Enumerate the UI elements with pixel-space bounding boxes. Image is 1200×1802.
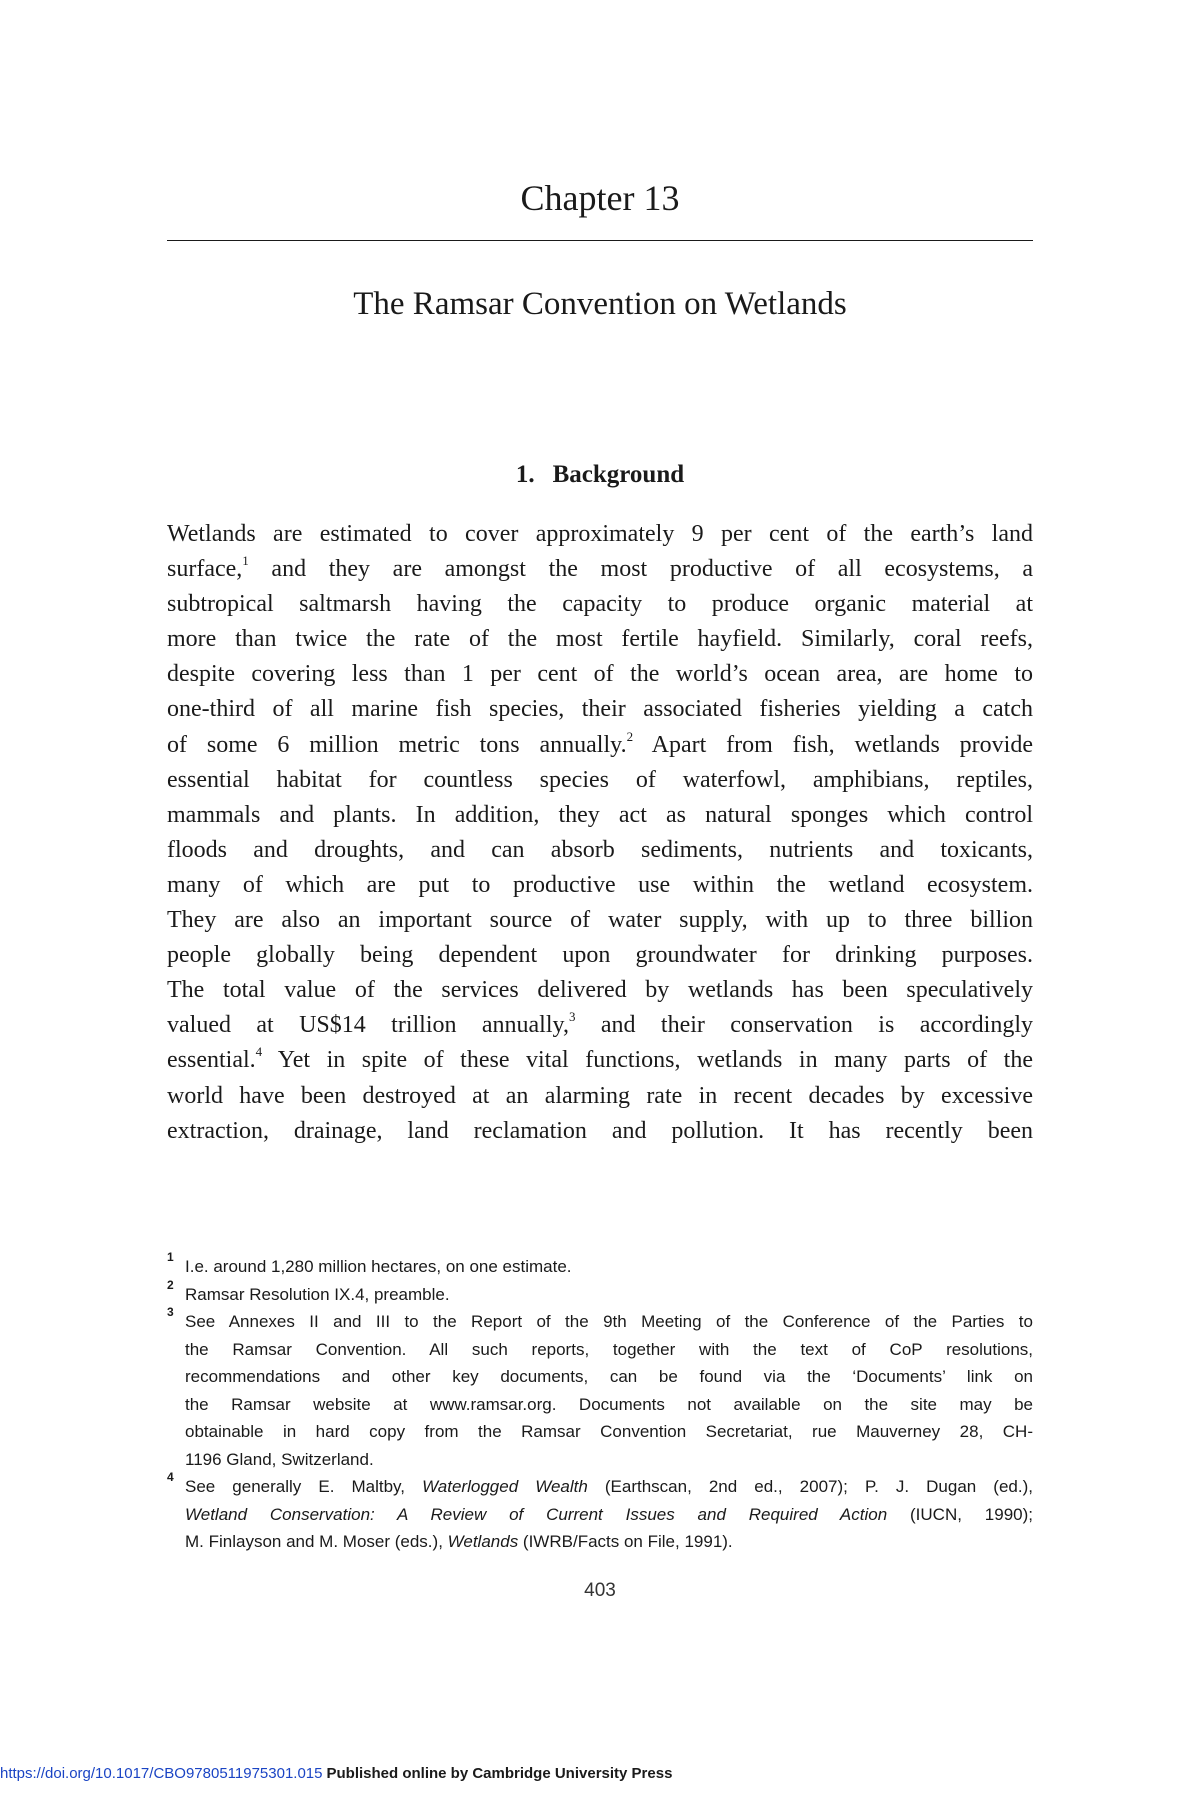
footnote-line: recommendations and other key documents, can be found via the ‘Documents’ link on bbox=[185, 1367, 1033, 1386]
footnote-marker: 4 bbox=[167, 1470, 174, 1484]
footnote-line: Wetland Conservation: A Review of Current Issues and Required Action (IUCN, 1990); bbox=[185, 1504, 1033, 1524]
footnote-line: 1196 Gland, Switzerland. bbox=[185, 1449, 374, 1469]
body-line: The total value of the services delivered by wetlands has been speculatively bbox=[167, 977, 1033, 1004]
body-line: world have been destroyed at an alarming rate in recent decades by excessive bbox=[167, 1082, 1033, 1109]
body-line: Wetlands are estimated to cover approximately 9 per cent of the earth’s land bbox=[167, 521, 1033, 547]
footnote-marker: 3 bbox=[167, 1305, 174, 1319]
body-line: many of which are put to productive use within the wetland ecosystem. bbox=[167, 871, 1033, 898]
body-line: of some 6 million metric tons annually.$^2$ Apart from fish, wetlands provide bbox=[167, 728, 1033, 758]
footnote-reference[interactable]: 2 bbox=[626, 728, 634, 744]
chapter-title: The Ramsar Convention on Wetlands bbox=[353, 286, 847, 322]
body-line: surface,$^1$ and they are amongst the most productive of all ecosystems, a bbox=[167, 553, 1033, 583]
body-line: one-third of all marine fish species, their associated fisheries yielding a catch bbox=[167, 696, 1033, 723]
footnote-reference[interactable]: 1 bbox=[242, 553, 249, 569]
page-number: 403 bbox=[584, 1580, 616, 1601]
footnote-line: See generally E. Maltby, Waterlogged Wealth (Earthscan, 2nd ed., 2007); P. J. Dugan (ed.), bbox=[185, 1477, 1033, 1496]
footnote-line: Ramsar Resolution IX.4, preamble. bbox=[185, 1284, 450, 1304]
body-line: extraction, drainage, land reclamation and pollution. It has recently been bbox=[167, 1117, 1033, 1144]
body-line: They are also an important source of water supply, with up to three billion bbox=[167, 907, 1033, 934]
footnotes bbox=[167, 1250, 1033, 1556]
body-line: essential.$^4$ Yet in spite of these vital functions, wetlands in many parts of the bbox=[167, 1044, 1033, 1074]
footnote-item bbox=[167, 1305, 1033, 1473]
doi-link[interactable]: https://doi.org/10.1017/CBO9780511975301.015 bbox=[0, 1765, 323, 1782]
body-line: valued at US$14 trillion annually,$^3$ and their conservation is accordingly bbox=[167, 1009, 1033, 1039]
section-title: Background bbox=[552, 461, 685, 488]
footnote-marker: 2 bbox=[167, 1277, 174, 1292]
body-line: essential habitat for countless species of waterfowl, amphibians, reptiles, bbox=[167, 766, 1033, 793]
body-line: subtropical saltmarsh having the capacity to produce organic material at bbox=[167, 591, 1033, 618]
body-line: more than twice the rate of the most fertile hayfield. Similarly, coral reefs, bbox=[167, 626, 1033, 653]
body-line: mammals and plants. In addition, they act as natural sponges which control bbox=[167, 801, 1033, 828]
page-footer bbox=[0, 1765, 672, 1782]
footnote-line: See Annexes II and III to the Report of the 9th Meeting of the Conference of the Parties to bbox=[185, 1312, 1033, 1331]
body-line: floods and droughts, and can absorb sediments, nutrients and toxicants, bbox=[167, 836, 1033, 863]
footnote-reference[interactable]: 3 bbox=[568, 1009, 576, 1025]
section-number: 1. bbox=[515, 461, 535, 488]
footnote-marker: 1 bbox=[167, 1250, 174, 1264]
footnote-reference[interactable]: 4 bbox=[255, 1044, 263, 1060]
footnote-line: M. Finlayson and M. Moser (eds.), Wetlands (IWRB/Facts on File, 1991). bbox=[185, 1532, 733, 1551]
footnote-line: I.e. around 1,280 million hectares, on one estimate. bbox=[185, 1257, 572, 1276]
footnote-item bbox=[167, 1277, 1033, 1309]
footnote-item bbox=[167, 1250, 1033, 1281]
footnote-line: the Ramsar website at www.ramsar.org. Documents not available on the site may be bbox=[185, 1394, 1033, 1414]
footnote-line: the Ramsar Convention. All such reports, together with the text of CoP resolutions, bbox=[185, 1339, 1033, 1359]
chapter-number: Chapter 13 bbox=[520, 178, 680, 218]
chapter-divider bbox=[167, 240, 1033, 241]
footnote-item bbox=[167, 1470, 1033, 1556]
body-paragraph bbox=[167, 517, 1033, 1149]
body-line: despite covering less than 1 per cent of the world’s ocean area, are home to bbox=[167, 661, 1033, 688]
footnote-line: obtainable in hard copy from the Ramsar Convention Secretariat, rue Mauverney 28, CH- bbox=[185, 1422, 1033, 1441]
publisher-note: Published online by Cambridge University Press bbox=[326, 1765, 673, 1782]
section-heading bbox=[0, 459, 1200, 491]
body-line: people globally being dependent upon groundwater for drinking purposes. bbox=[167, 942, 1033, 969]
